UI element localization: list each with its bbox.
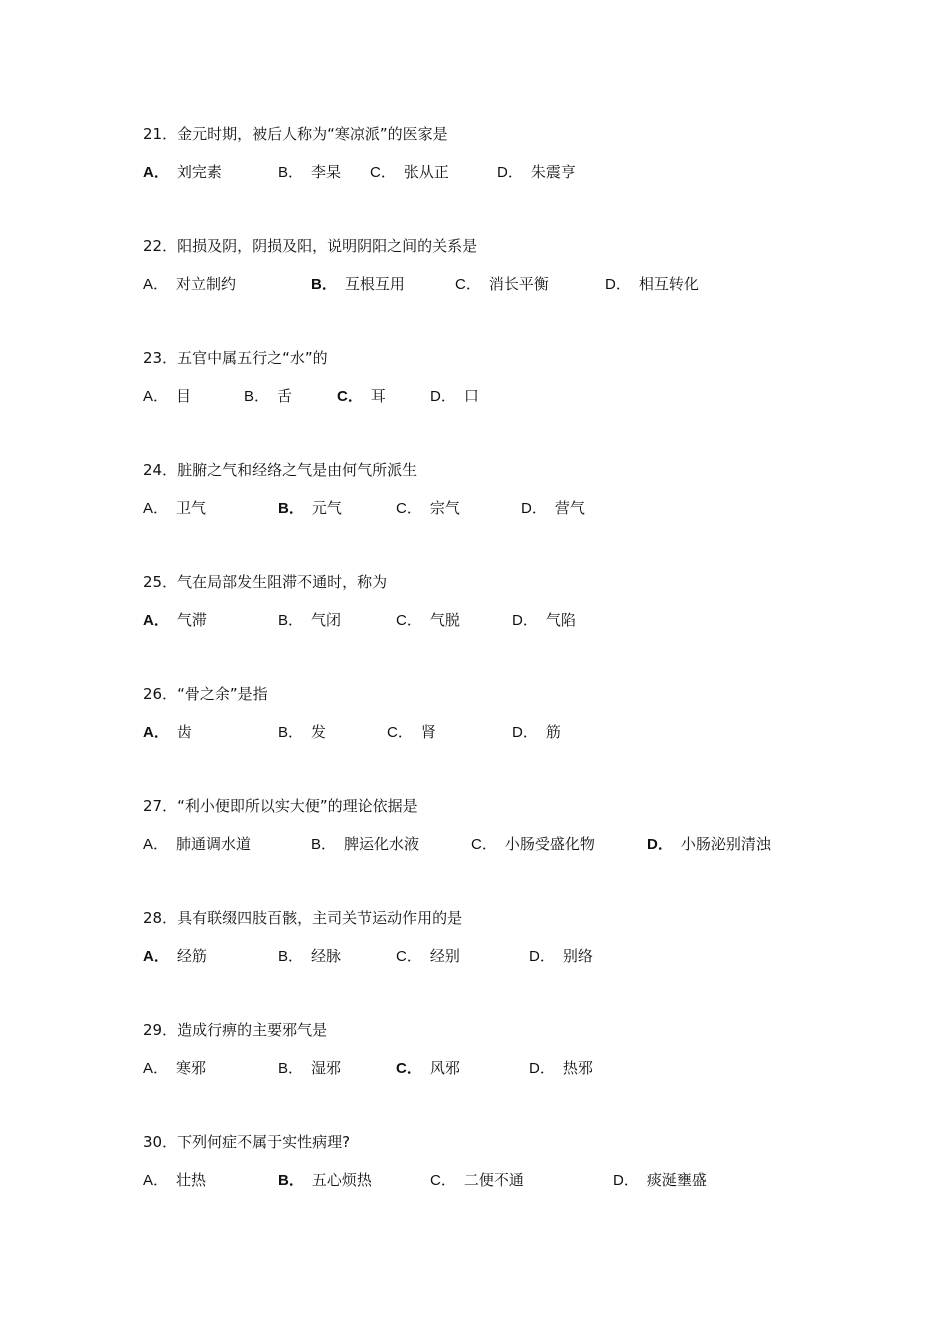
option-letter: C． — [396, 1060, 422, 1077]
option-d — [529, 946, 593, 967]
option-c — [396, 946, 460, 967]
option-text: 经脉 — [311, 947, 342, 965]
option-letter: C． — [455, 276, 481, 293]
option-letter: A． — [143, 1172, 169, 1189]
option-c — [396, 1058, 460, 1079]
option-c — [370, 162, 449, 183]
option-row — [143, 834, 903, 854]
option-d — [521, 498, 585, 519]
option-letter: A． — [143, 948, 169, 965]
option-c — [337, 386, 386, 407]
option-text: 卫气 — [176, 499, 207, 517]
option-text: 张从正 — [403, 163, 449, 181]
option-letter: C． — [337, 388, 363, 405]
option-row — [143, 1170, 903, 1190]
option-text: 目 — [176, 387, 192, 405]
option-row — [143, 386, 903, 406]
option-text: 小肠泌别清浊 — [680, 835, 771, 853]
option-text: 宗气 — [429, 499, 460, 517]
option-text: 对立制约 — [176, 275, 237, 293]
option-text: 寒邪 — [176, 1059, 207, 1077]
option-b — [278, 722, 326, 743]
option-letter: B． — [244, 388, 270, 405]
question-stem: 28．具有联缀四肢百骸，主司关节运动作用的是 — [143, 909, 463, 927]
option-text: 别络 — [562, 947, 593, 965]
option-letter: D． — [605, 276, 631, 293]
option-letter: A． — [143, 276, 169, 293]
option-letter: B． — [278, 500, 304, 517]
option-d — [430, 386, 479, 407]
option-d — [613, 1170, 707, 1191]
option-a — [143, 162, 222, 183]
option-text: 风邪 — [429, 1059, 460, 1077]
question-stem: 23．五官中属五行之“水”的 — [143, 349, 328, 367]
option-text: 五心烦热 — [311, 1171, 372, 1189]
question-stem: 27．“利小便即所以实大便”的理论依据是 — [143, 797, 418, 815]
option-letter: B． — [278, 724, 304, 741]
option-text: 气脱 — [429, 611, 460, 629]
option-text: 湿邪 — [311, 1059, 342, 1077]
option-row — [143, 722, 903, 742]
option-a — [143, 946, 207, 967]
option-text: 舌 — [277, 387, 293, 405]
option-a — [143, 274, 236, 295]
option-letter: A． — [143, 1060, 169, 1077]
option-d — [512, 610, 576, 631]
option-text: 气陷 — [545, 611, 576, 629]
option-b — [278, 610, 341, 631]
option-d — [529, 1058, 593, 1079]
question-stem: 24．脏腑之气和经络之气是由何气所派生 — [143, 461, 418, 479]
option-row — [143, 1058, 903, 1078]
option-text: 耳 — [370, 387, 386, 405]
option-text: 口 — [463, 387, 479, 405]
option-b — [311, 834, 419, 855]
option-a — [143, 1170, 206, 1191]
option-letter: A． — [143, 388, 169, 405]
option-letter: A． — [143, 724, 169, 741]
option-text: 筋 — [545, 723, 561, 741]
option-text: 肾 — [420, 723, 436, 741]
option-letter: A． — [143, 500, 169, 517]
option-text: 李杲 — [311, 163, 342, 181]
option-text: 齿 — [176, 723, 192, 741]
option-c — [430, 1170, 524, 1191]
option-text: 小肠受盛化物 — [504, 835, 595, 853]
option-text: 肺通调水道 — [176, 835, 252, 853]
question-stem: 22．阳损及阴，阴损及阳，说明阴阳之间的关系是 — [143, 237, 478, 255]
option-letter: D． — [512, 724, 538, 741]
option-letter: D． — [430, 388, 456, 405]
option-a — [143, 610, 207, 631]
question-stem: 29．造成行痹的主要邪气是 — [143, 1021, 328, 1039]
option-text: 营气 — [554, 499, 585, 517]
option-letter: C． — [396, 948, 422, 965]
option-letter: D． — [529, 1060, 555, 1077]
option-b — [278, 1058, 341, 1079]
option-row — [143, 162, 903, 182]
option-d — [497, 162, 576, 183]
option-b — [278, 946, 341, 967]
option-text: 消长平衡 — [488, 275, 549, 293]
option-text: 痰涎壅盛 — [646, 1171, 707, 1189]
option-a — [143, 834, 251, 855]
option-letter: B． — [278, 1172, 304, 1189]
option-c — [471, 834, 595, 855]
option-letter: D． — [497, 164, 523, 181]
option-text: 经筋 — [176, 947, 207, 965]
option-row — [143, 498, 903, 518]
option-letter: B． — [311, 836, 337, 853]
question-stem: 26．“骨之余”是指 — [143, 685, 268, 703]
option-b — [311, 274, 405, 295]
question-stem: 25．气在局部发生阻滞不通时，称为 — [143, 573, 388, 591]
option-b — [278, 1170, 372, 1191]
option-d — [605, 274, 699, 295]
option-letter: C． — [430, 1172, 456, 1189]
option-letter: C． — [471, 836, 497, 853]
option-text: 脾运化水液 — [344, 835, 420, 853]
option-text: 壮热 — [176, 1171, 207, 1189]
option-letter: D． — [647, 836, 673, 853]
option-text: 互根互用 — [344, 275, 405, 293]
option-letter: B． — [311, 276, 337, 293]
option-letter: B． — [278, 1060, 304, 1077]
option-letter: A． — [143, 836, 169, 853]
option-text: 相互转化 — [638, 275, 699, 293]
option-letter: B． — [278, 164, 304, 181]
option-row — [143, 610, 903, 630]
option-text: 热邪 — [562, 1059, 593, 1077]
option-letter: C． — [387, 724, 413, 741]
option-a — [143, 386, 191, 407]
option-text: 刘完素 — [176, 163, 222, 181]
option-letter: D． — [512, 612, 538, 629]
option-row — [143, 274, 903, 294]
option-d — [647, 834, 771, 855]
option-letter: B． — [278, 612, 304, 629]
option-letter: B． — [278, 948, 304, 965]
option-text: 经别 — [429, 947, 460, 965]
option-c — [387, 722, 436, 743]
option-letter: A． — [143, 612, 169, 629]
option-b — [278, 162, 341, 183]
question-stem: 21．金元时期，被后人称为“寒凉派”的医家是 — [143, 125, 448, 143]
option-letter: A． — [143, 164, 169, 181]
option-a — [143, 722, 192, 743]
option-text: 元气 — [311, 499, 342, 517]
option-a — [143, 1058, 206, 1079]
option-text: 二便不通 — [463, 1171, 524, 1189]
option-text: 发 — [311, 723, 327, 741]
question-stem: 30．下列何症不属于实性病理? — [143, 1133, 351, 1151]
option-text: 气滞 — [176, 611, 207, 629]
option-c — [396, 610, 460, 631]
option-letter: D． — [613, 1172, 639, 1189]
option-text: 气闭 — [311, 611, 342, 629]
option-letter: C． — [370, 164, 396, 181]
option-letter: C． — [396, 500, 422, 517]
option-d — [512, 722, 561, 743]
option-row — [143, 946, 903, 966]
option-letter: D． — [521, 500, 547, 517]
option-letter: D． — [529, 948, 555, 965]
option-a — [143, 498, 206, 519]
option-c — [396, 498, 460, 519]
option-letter: C． — [396, 612, 422, 629]
option-b — [278, 498, 342, 519]
option-c — [455, 274, 549, 295]
option-b — [244, 386, 292, 407]
option-text: 朱震亨 — [530, 163, 576, 181]
